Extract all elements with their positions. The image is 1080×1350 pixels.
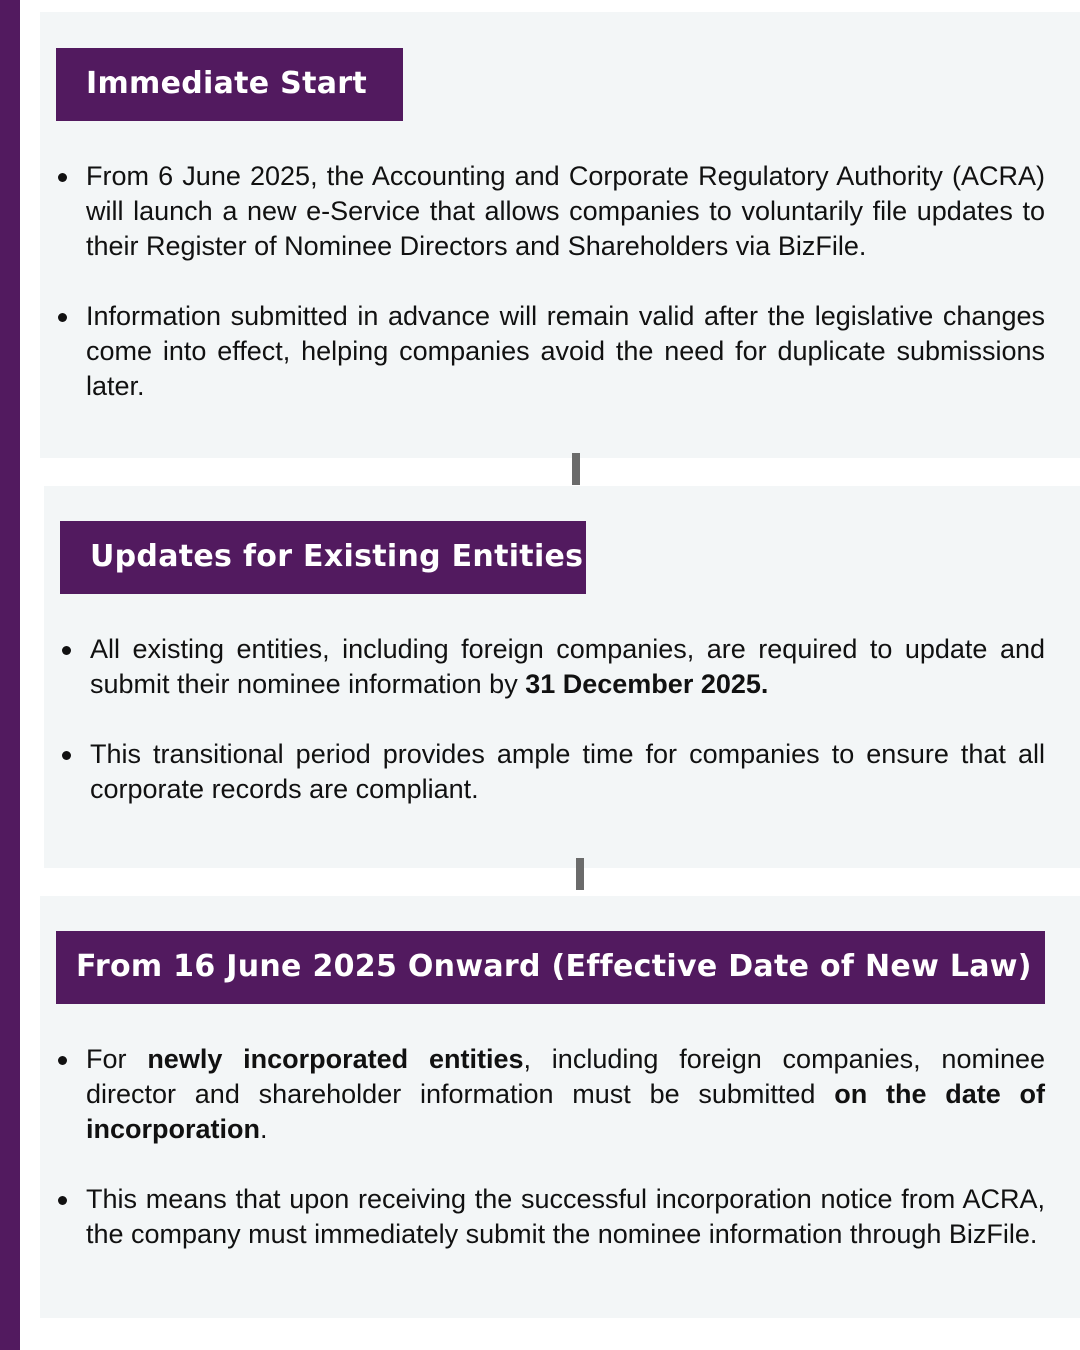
left-accent-bar: [0, 0, 20, 1350]
bullet-text: All existing entities, including foreign companies, are required to update and submit their nominee information by: [90, 634, 1045, 699]
bullet-list: [56, 1042, 1045, 1252]
bullet-item: [56, 1042, 1045, 1147]
bullet-item: [56, 299, 1045, 404]
timeline-connector: [576, 858, 584, 890]
bold-text: newly incorporated entities: [147, 1044, 524, 1074]
section-title: From 16 June 2025 Onward (Effective Date of New Law): [56, 931, 1045, 1004]
bullet-item: [56, 1182, 1045, 1252]
bullet-list: [60, 632, 1045, 807]
bullet-item: [60, 737, 1045, 807]
bullet-text: .: [260, 1114, 268, 1144]
bullet-list: [56, 159, 1045, 404]
section-title: Immediate Start: [56, 48, 403, 121]
bullet-text: , including foreign companies, nominee director and shareholder information must be submitted: [86, 1044, 1045, 1109]
timeline-connector: [572, 453, 580, 485]
bullet-text: From 6 June 2025, the Accounting and Corporate Regulatory Authority (ACRA) will launch a new e-Service that allows companies to voluntarily file updates to their Register of Nominee Directors and Shareholders via BizFile.: [86, 161, 1045, 261]
section-title: Updates for Existing Entities: [60, 521, 586, 594]
bullet-item: [56, 159, 1045, 264]
bold-text: 31 December 2025.: [525, 669, 769, 699]
bold-text: on the date of incorporation: [86, 1079, 1045, 1144]
bullet-text: For: [86, 1044, 148, 1074]
bullet-text: This means that upon receiving the successful incorporation notice from ACRA, the company must immediately submit the nominee information through BizFile.: [86, 1184, 1045, 1249]
bullet-item: [60, 632, 1045, 702]
bullet-text: This transitional period provides ample time for companies to ensure that all corporate records are compliant.: [90, 739, 1045, 804]
bullet-text: Information submitted in advance will remain valid after the legislative changes come into effect, helping companies avoid the need for duplicate submissions later.: [86, 301, 1045, 401]
